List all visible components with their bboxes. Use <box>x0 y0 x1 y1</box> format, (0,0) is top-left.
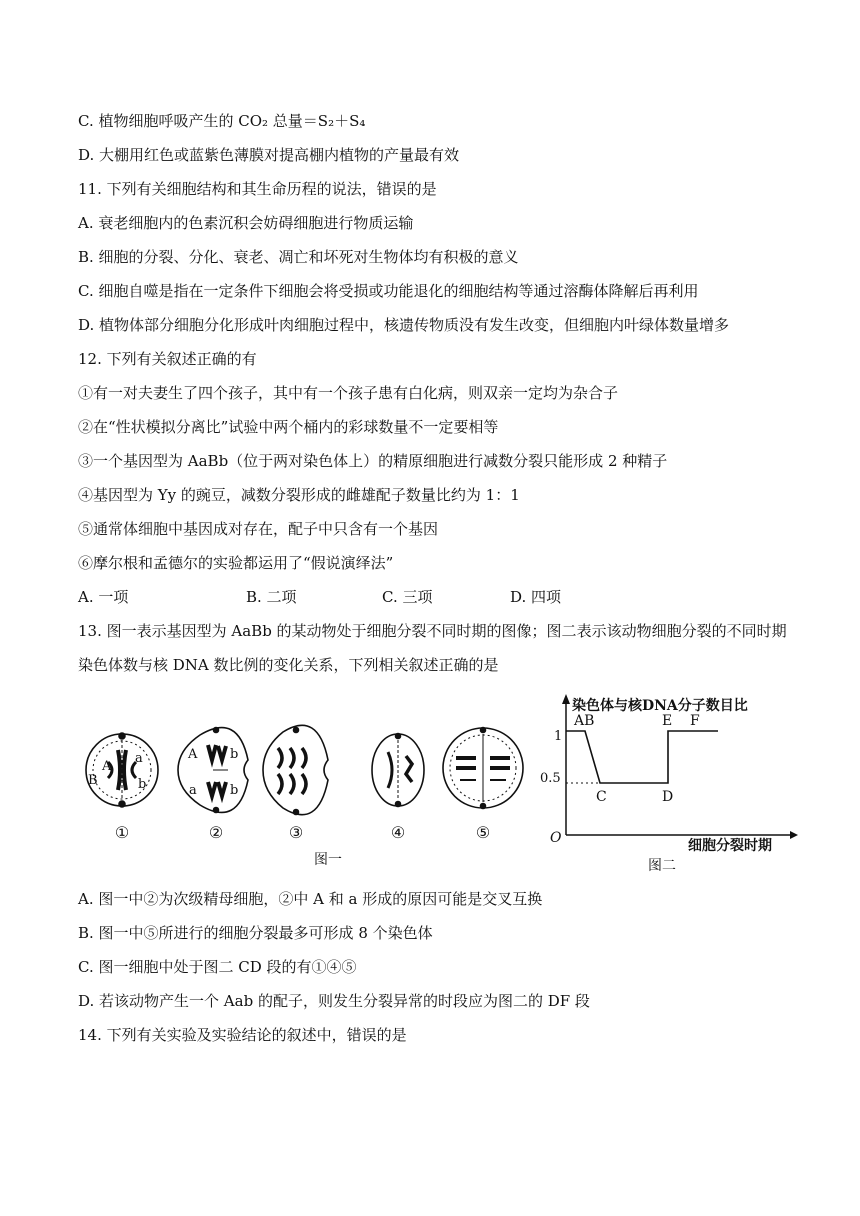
q13-option-b: B. 图一中⑤所进行的细胞分裂最多可形成 8 个染色体 <box>78 924 433 942</box>
q13-stem-line-1: 13. 图一表示基因型为 AaBb 的某动物处于细胞分裂不同时期的图像；图二表示该动物细胞分裂的不同时期 <box>78 622 787 640</box>
q13-stem-line-2: 染色体数与核 DNA 数比例的变化关系，下列相关叙述正确的是 <box>78 656 499 674</box>
q13-option-a: A. 图一中②为次级精母细胞，②中 A 和 a 形成的原因可能是交叉互换 <box>78 890 543 908</box>
q12-stem: 12. 下列有关叙述正确的有 <box>78 350 257 368</box>
cell1-label-B: B <box>88 773 98 788</box>
cell-4 <box>372 734 424 807</box>
q11-option-c: C. 细胞自噬是指在一定条件下细胞会将受损或功能退化的细胞结构等通过溶酶体降解后再利用 <box>78 282 699 300</box>
line-d: D. 大棚用红色或蓝紫色薄膜对提高棚内植物的产量最有效 <box>78 146 460 164</box>
q12-statement-2: ②在“性状模拟分离比”试验中两个桶内的彩球数量不一定要相等 <box>78 418 499 436</box>
q13-option-d: D. 若该动物产生一个 Aab 的配子，则发生分裂异常的时段应为图二的 DF 段 <box>78 992 590 1010</box>
q12-statement-5: ⑤通常体细胞中基因成对存在，配子中只含有一个基因 <box>78 520 439 538</box>
cell-1 <box>86 733 158 807</box>
q12-options <box>78 587 798 607</box>
cell2-label-A: A <box>188 747 198 762</box>
q12-statement-4: ④基因型为 Yy 的豌豆，减数分裂形成的雌雄配子数量比约为 1：1 <box>78 486 520 504</box>
ratio-line <box>566 731 718 783</box>
q14-stem: 14. 下列有关实验及实验结论的叙述中，错误的是 <box>78 1026 407 1044</box>
figure-two-xlabel: 细胞分裂时期 <box>688 838 772 854</box>
q12-option-d: D. 四项 <box>510 588 562 606</box>
cell-number-5: ⑤ <box>475 823 491 842</box>
origin-label: O <box>550 830 562 846</box>
cell1-label-a: a <box>135 751 143 766</box>
point-label-c: C <box>596 789 607 805</box>
figure-two-ylabel: 染色体与核DNA分子数目比 <box>572 698 748 714</box>
cell2-label-b-bottom: b <box>230 783 239 798</box>
q12-statement-3: ③一个基因型为 AaBb（位于两对染色体上）的精原细胞进行减数分裂只能形成 2 种精子 <box>78 452 668 470</box>
q12-statement-1: ①有一对夫妻生了四个孩子，其中有一个孩子患有白化病，则双亲一定均为杂合子 <box>78 384 619 402</box>
figure-one-caption: 图一 <box>314 852 342 868</box>
cell1-label-A: A <box>102 759 112 774</box>
x-axis-arrow <box>790 831 798 839</box>
chart-marks <box>566 713 718 805</box>
q12-option-c: C. 三项 <box>382 588 433 606</box>
point-label-f: F <box>690 713 700 729</box>
q12-option-a: A. 一项 <box>78 588 129 606</box>
point-label-ab: AB <box>574 713 595 729</box>
q11-stem: 11. 下列有关细胞结构和其生命历程的说法，错误的是 <box>78 180 437 198</box>
figure-two-caption: 图二 <box>648 858 676 874</box>
line-c: C. 植物细胞呼吸产生的 CO₂ 总量＝S₂＋S₄ <box>78 112 366 130</box>
q11-option-d: D. 植物体部分细胞分化形成叶肉细胞过程中，核遗传物质没有发生改变，但细胞内叶绿体数量增多 <box>78 316 730 334</box>
cell-number-4: ④ <box>390 823 406 842</box>
ytick-0-5: 0.5 <box>540 771 561 786</box>
figures <box>78 690 798 880</box>
point-label-e: E <box>662 713 673 729</box>
cell-number-1: ① <box>114 823 130 842</box>
figure-one <box>86 725 523 814</box>
cell2-label-b-top: b <box>230 747 239 762</box>
cell-number-2: ② <box>208 823 224 842</box>
cell-3 <box>263 725 328 814</box>
q12-statement-6: ⑥摩尔根和孟德尔的实验都运用了“假说演绎法” <box>78 554 394 572</box>
cell-5 <box>443 728 523 809</box>
point-label-d: D <box>662 789 674 805</box>
cell2-label-a: a <box>189 783 197 798</box>
ytick-1: 1 <box>554 729 563 744</box>
q11-option-a: A. 衰老细胞内的色素沉积会妨碍细胞进行物质运输 <box>78 214 414 232</box>
cell-2 <box>178 728 248 813</box>
q13-option-c: C. 图一细胞中处于图二 CD 段的有①④⑤ <box>78 958 357 976</box>
figure-two <box>540 694 798 874</box>
cell1-label-b: b <box>138 777 147 792</box>
q11-option-b: B. 细胞的分裂、分化、衰老、凋亡和坏死对生物体均有积极的意义 <box>78 248 519 266</box>
y-axis-arrow <box>562 694 570 704</box>
q12-option-b: B. 二项 <box>246 588 297 606</box>
cell-number-3: ③ <box>288 823 304 842</box>
